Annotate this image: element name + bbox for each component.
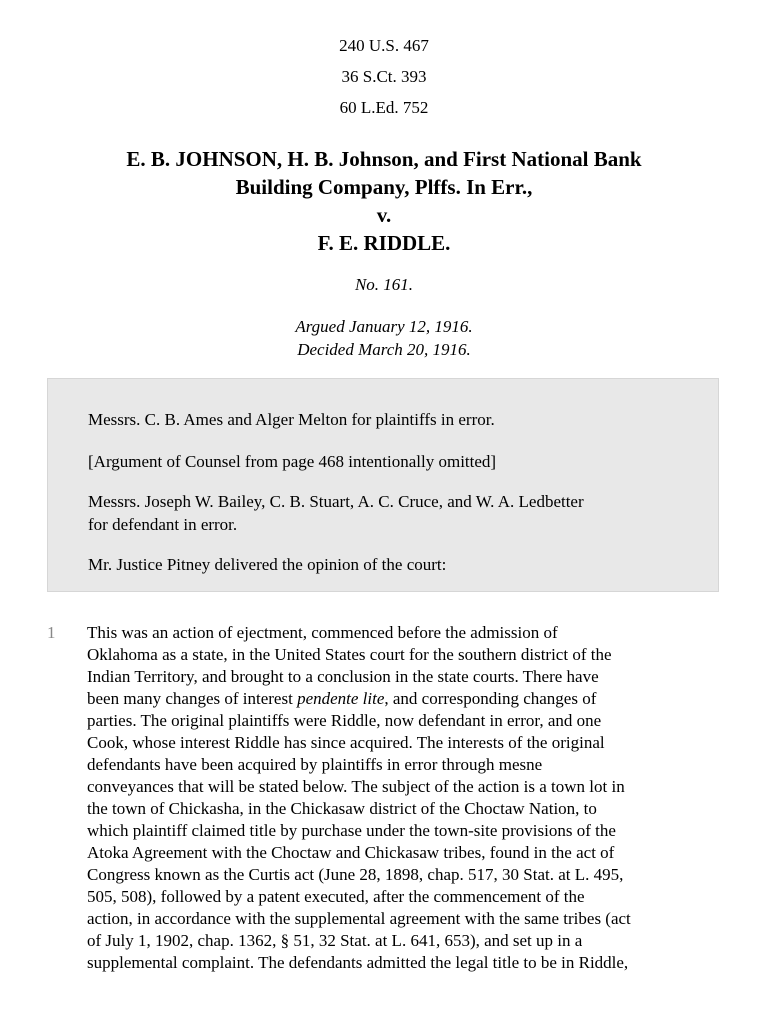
paragraph-line: conveyances that will be stated below. The subject of the action is a town lot in bbox=[87, 777, 625, 796]
decided-date: Decided March 20, 1916. bbox=[297, 340, 471, 359]
paragraph-line: the town of Chickasha, in the Chickasaw district of the Choctaw Nation, to bbox=[87, 799, 597, 818]
citation-supreme-court-reporter: 36 S.Ct. 393 bbox=[341, 67, 427, 86]
counsel-defendant-line-2: for defendant in error. bbox=[88, 515, 238, 534]
paragraph-line: Oklahoma as a state, in the United States court for the southern district of the bbox=[87, 645, 612, 664]
opinion-paragraph bbox=[87, 622, 727, 974]
opinion-intro: Mr. Justice Pitney delivered the opinion of the court: bbox=[88, 555, 447, 574]
citation-block bbox=[0, 30, 768, 123]
argument-omitted-note: [Argument of Counsel from page 468 intentionally omitted] bbox=[88, 452, 497, 471]
counsel-panel bbox=[47, 378, 719, 592]
paragraph-line: 505, 508), followed by a patent executed, after the commencement of the bbox=[87, 887, 585, 906]
caption-line-4: F. E. RIDDLE. bbox=[317, 231, 451, 255]
case-caption bbox=[0, 145, 768, 257]
paragraph-line: This was an action of ejectment, commenced before the admission of bbox=[87, 623, 558, 642]
caption-line-1: E. B. JOHNSON, H. B. Johnson, and First National Bank bbox=[126, 147, 642, 171]
caption-versus: v. bbox=[376, 203, 392, 227]
paragraph-line: supplemental complaint. The defendants admitted the legal title to be in Riddle, bbox=[87, 953, 629, 972]
paragraph-number: 1 bbox=[47, 623, 56, 642]
paragraph-line: defendants have been acquired by plaintiffs in error through mesne bbox=[87, 755, 543, 774]
counsel-plaintiffs: Messrs. C. B. Ames and Alger Melton for plaintiffs in error. bbox=[88, 410, 495, 429]
paragraph-text: , and corresponding changes of bbox=[384, 689, 597, 708]
paragraph-line: action, in accordance with the supplemental agreement with the same tribes (act bbox=[87, 909, 631, 928]
paragraph-line: Cook, whose interest Riddle has since acquired. The interests of the original bbox=[87, 733, 605, 752]
paragraph-line bbox=[87, 688, 727, 710]
citation-lawyers-edition: 60 L.Ed. 752 bbox=[339, 98, 429, 117]
paragraph-line: of July 1, 1902, chap. 1362, § 51, 32 Stat. at L. 641, 653), and set up in a bbox=[87, 931, 583, 950]
paragraph-line: Indian Territory, and brought to a conclusion in the state courts. There have bbox=[87, 667, 599, 686]
docket-number: No. 161. bbox=[354, 275, 414, 294]
paragraph-line: which plaintiff claimed title by purchase under the town-site provisions of the bbox=[87, 821, 616, 840]
latin-phrase: pendente lite bbox=[297, 689, 385, 708]
paragraph-line: Atoka Agreement with the Choctaw and Chickasaw tribes, found in the act of bbox=[87, 843, 615, 862]
paragraph-line: parties. The original plaintiffs were Riddle, now defendant in error, and one bbox=[87, 711, 602, 730]
citation-us-reports: 240 U.S. 467 bbox=[339, 36, 429, 55]
caption-line-2: Building Company, Plffs. In Err., bbox=[235, 175, 533, 199]
argued-date: Argued January 12, 1916. bbox=[295, 317, 473, 336]
case-dates bbox=[0, 315, 768, 361]
counsel-defendant-line-1: Messrs. Joseph W. Bailey, C. B. Stuart, A. C. Cruce, and W. A. Ledbetter bbox=[88, 492, 584, 511]
paragraph-text: been many changes of interest bbox=[87, 689, 298, 708]
paragraph-line: Congress known as the Curtis act (June 28, 1898, chap. 517, 30 Stat. at L. 495, bbox=[87, 865, 624, 884]
